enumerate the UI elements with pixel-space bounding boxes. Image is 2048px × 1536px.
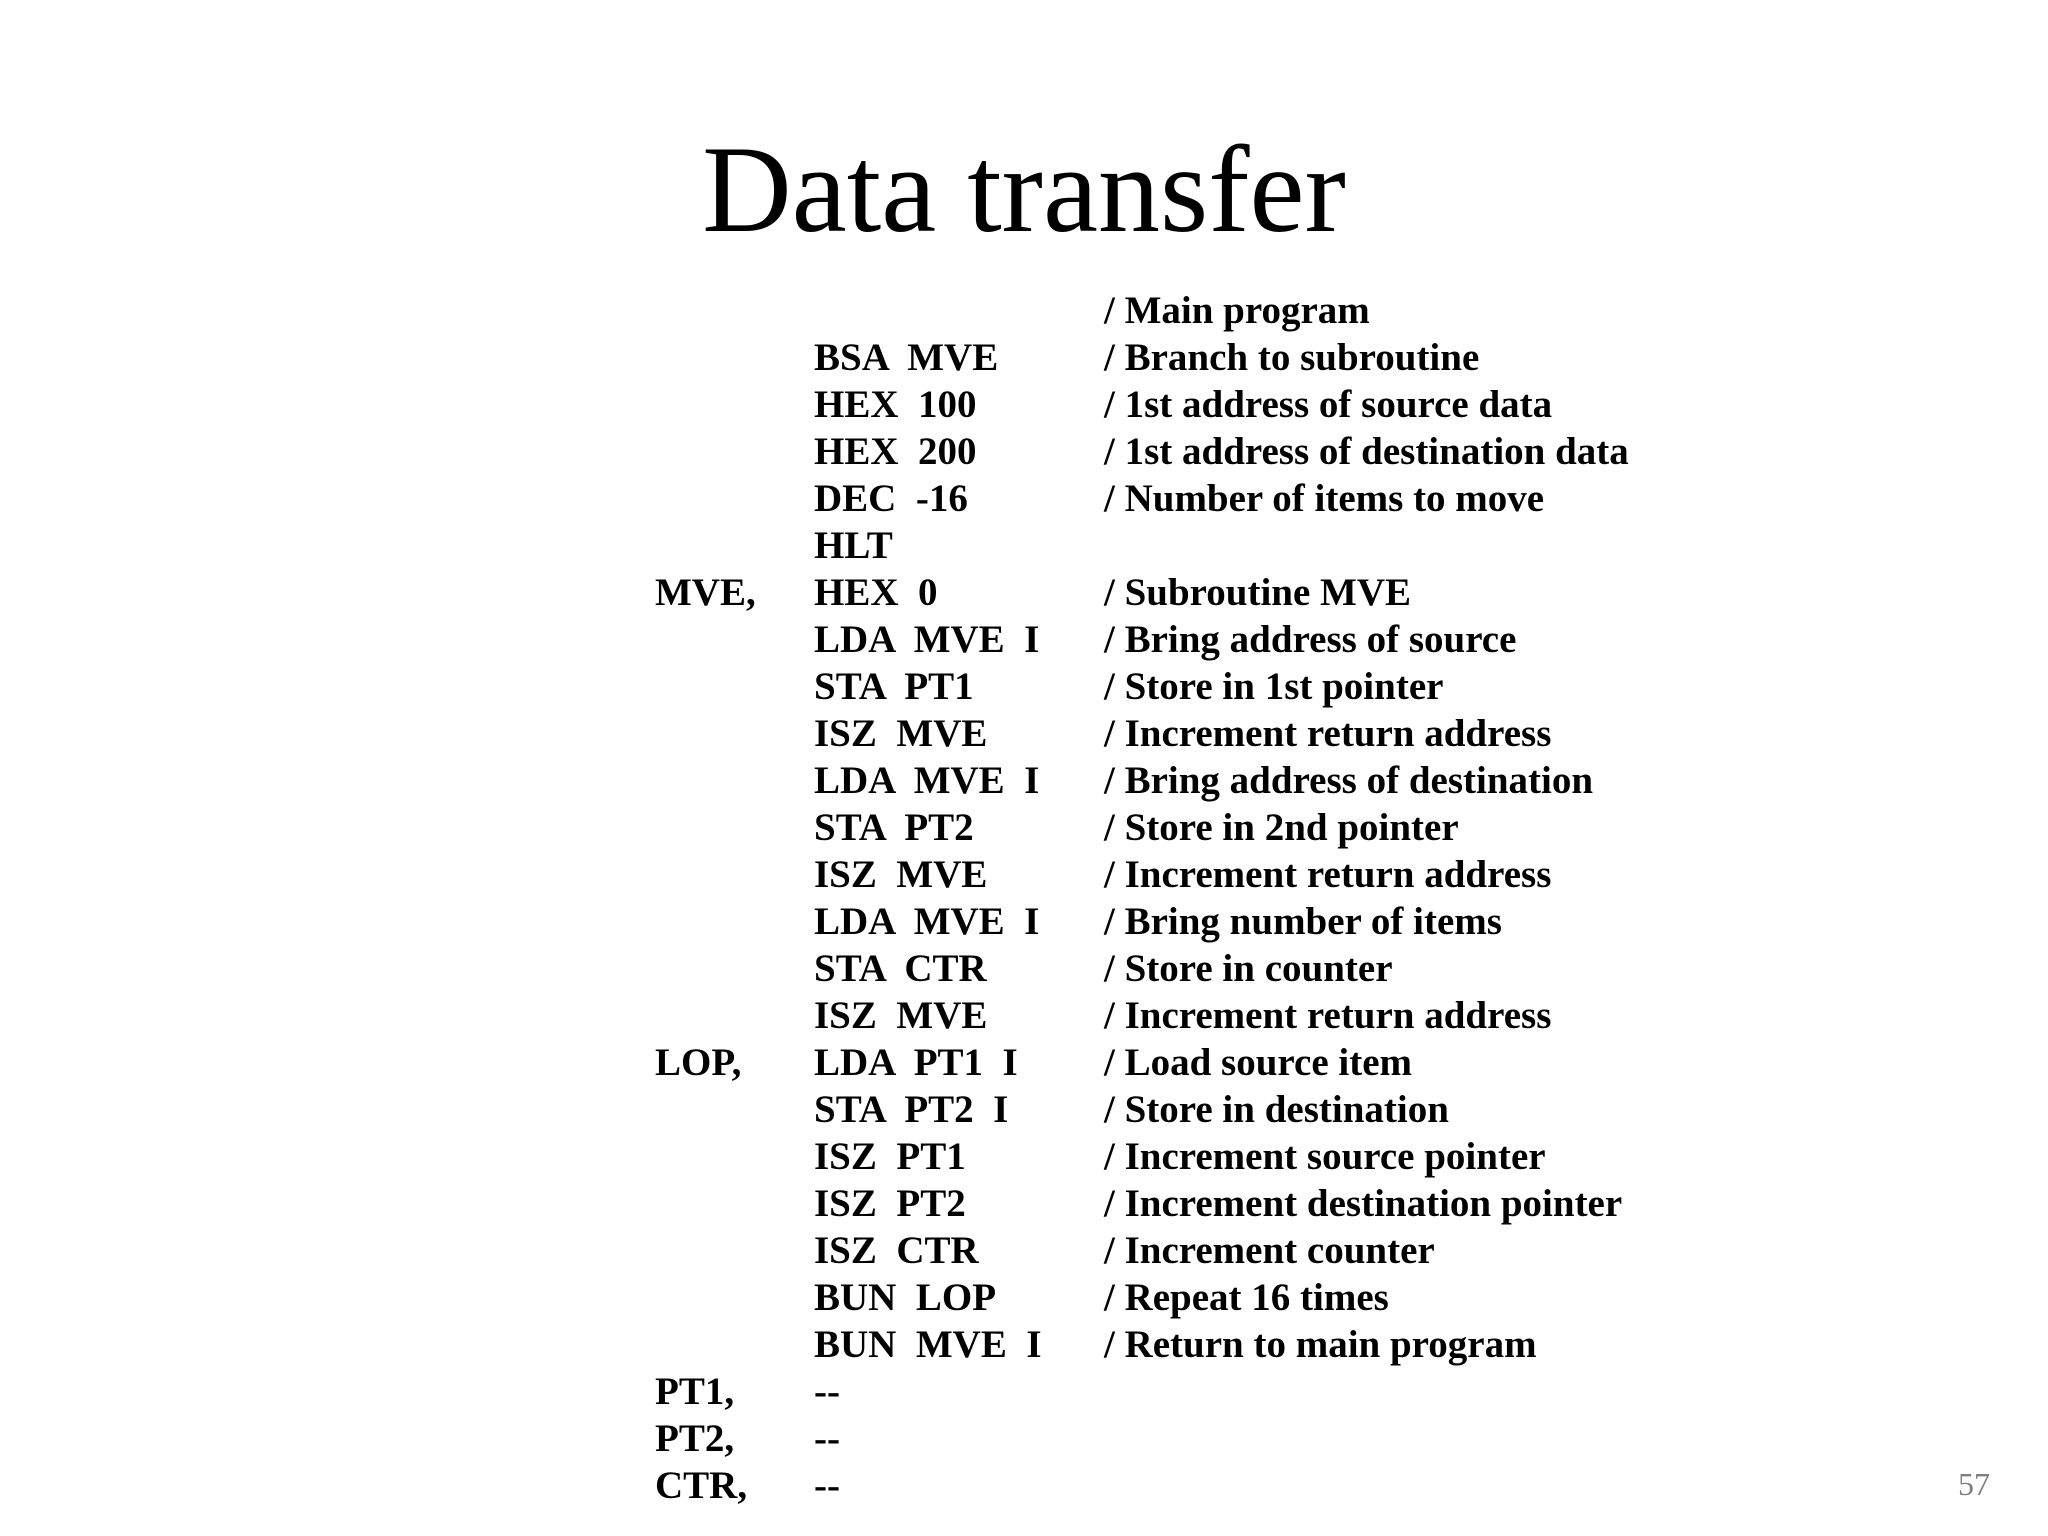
line-comment: / Load source item — [1104, 1041, 1413, 1084]
program-line — [0, 992, 2048, 1039]
line-comment: / Increment return address — [1104, 994, 1552, 1037]
program-line — [0, 616, 2048, 663]
line-comment: / Store in destination — [1104, 1088, 1449, 1131]
line-instruction: BSA MVE — [814, 336, 999, 379]
line-instruction: LDA PT1 I — [814, 1041, 1018, 1084]
line-comment: / Main program — [1104, 289, 1370, 332]
program-line — [0, 1086, 2048, 1133]
line-comment: / 1st address of destination data — [1104, 430, 1629, 473]
line-instruction: -- — [814, 1370, 840, 1413]
line-instruction: HEX 100 — [814, 383, 977, 426]
line-instruction: LDA MVE I — [814, 618, 1040, 661]
assembly-program-listing — [0, 287, 2048, 1509]
line-label: CTR, — [655, 1464, 748, 1507]
line-instruction: ISZ CTR — [814, 1229, 979, 1272]
program-line — [0, 1462, 2048, 1509]
line-comment: / Repeat 16 times — [1104, 1276, 1389, 1319]
line-comment: / Store in counter — [1104, 947, 1393, 990]
program-line — [0, 757, 2048, 804]
line-comment: / Return to main program — [1104, 1323, 1537, 1366]
line-instruction: HLT — [814, 524, 893, 567]
program-line — [0, 1274, 2048, 1321]
line-comment: / Increment return address — [1104, 712, 1552, 755]
line-label: LOP, — [655, 1041, 742, 1084]
line-instruction: ISZ PT2 — [814, 1182, 966, 1225]
line-instruction: -- — [814, 1417, 840, 1460]
program-line — [0, 663, 2048, 710]
program-line — [0, 851, 2048, 898]
line-comment: / Bring number of items — [1104, 900, 1502, 943]
program-line — [0, 1415, 2048, 1462]
line-comment: / Branch to subroutine — [1104, 336, 1480, 379]
line-instruction: ISZ MVE — [814, 994, 988, 1037]
program-line — [0, 1039, 2048, 1086]
program-line — [0, 522, 2048, 569]
line-comment: / Increment counter — [1104, 1229, 1435, 1272]
line-comment: / Bring address of destination — [1104, 759, 1594, 802]
program-line — [0, 334, 2048, 381]
line-instruction: DEC -16 — [814, 477, 968, 520]
program-line — [0, 428, 2048, 475]
line-instruction: ISZ PT1 — [814, 1135, 966, 1178]
line-comment: / Increment return address — [1104, 853, 1552, 896]
line-instruction: LDA MVE I — [814, 900, 1040, 943]
line-instruction: STA PT2 I — [814, 1088, 1009, 1131]
line-label: PT2, — [655, 1417, 735, 1460]
line-comment: / Subroutine MVE — [1104, 571, 1412, 614]
line-comment: / Store in 1st pointer — [1104, 665, 1444, 708]
line-comment: / 1st address of source data — [1104, 383, 1553, 426]
program-line — [0, 1180, 2048, 1227]
line-instruction: ISZ MVE — [814, 853, 988, 896]
line-instruction: STA CTR — [814, 947, 987, 990]
line-comment: / Increment destination pointer — [1104, 1182, 1623, 1225]
line-instruction: HEX 200 — [814, 430, 977, 473]
line-instruction: BUN LOP — [814, 1276, 997, 1319]
program-line — [0, 1368, 2048, 1415]
line-instruction: ISZ MVE — [814, 712, 988, 755]
line-instruction: STA PT2 — [814, 806, 974, 849]
line-instruction: -- — [814, 1464, 840, 1507]
program-line — [0, 381, 2048, 428]
program-line — [0, 1321, 2048, 1368]
line-comment: / Increment source pointer — [1104, 1135, 1546, 1178]
line-label: PT1, — [655, 1370, 735, 1413]
line-instruction: STA PT1 — [814, 665, 974, 708]
program-line — [0, 475, 2048, 522]
program-line — [0, 1227, 2048, 1274]
line-comment: / Number of items to move — [1104, 477, 1545, 520]
line-label: MVE, — [655, 571, 756, 614]
program-line — [0, 804, 2048, 851]
program-line — [0, 898, 2048, 945]
page-number: 57 — [1958, 1466, 1990, 1502]
line-instruction: HEX 0 — [814, 571, 938, 614]
slide-title: Data transfer — [702, 121, 1346, 258]
line-instruction: BUN MVE I — [814, 1323, 1042, 1366]
line-comment: / Bring address of source — [1104, 618, 1517, 661]
program-line — [0, 1133, 2048, 1180]
line-comment: / Store in 2nd pointer — [1104, 806, 1459, 849]
program-line — [0, 287, 2048, 334]
program-line — [0, 710, 2048, 757]
program-line — [0, 569, 2048, 616]
program-line — [0, 945, 2048, 992]
line-instruction: LDA MVE I — [814, 759, 1040, 802]
